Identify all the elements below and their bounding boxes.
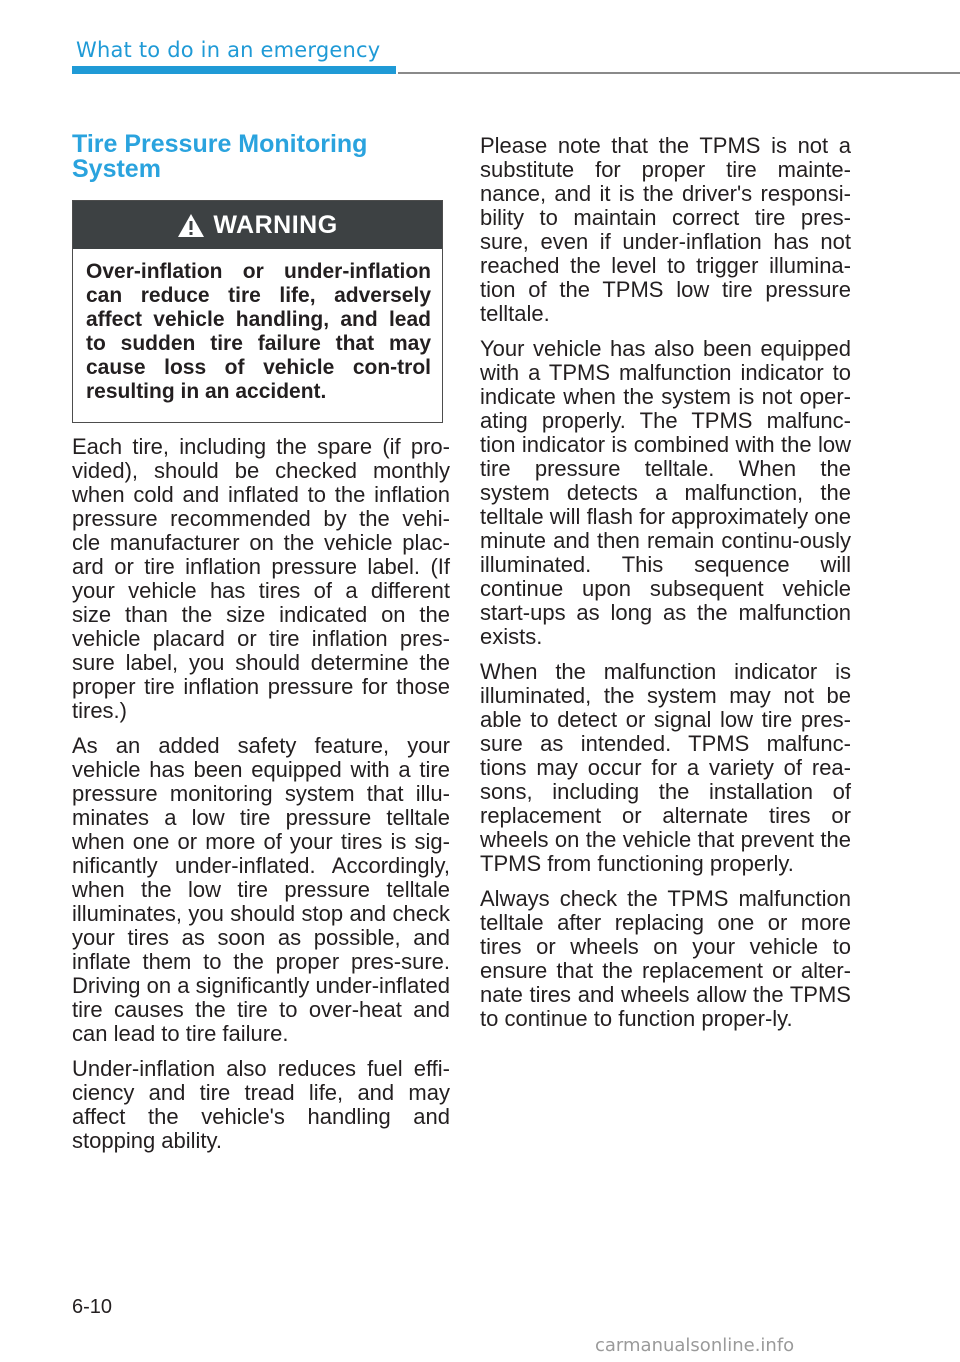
header-accent-bar — [72, 66, 396, 74]
paragraph: As an added safety feature, your vehicle has been equipped with a tire pressure monitoring system that illu-minates a low tire pressure telltale when one or more of your tires is sig-nificantly under-inflated. Accordingly, when the low tire pressure telltale illuminates, you should stop and check your tires as soon as possible, and inflate them to the proper pres-sure. Driving on a significantly under-inflated tire causes the tire to over-heat and can lead to tire failure. — [72, 733, 450, 1046]
warning-label: WARNING — [213, 211, 338, 239]
paragraph: Always check the TPMS malfunction telltale after replacing one or more tires or wheels on your vehicle to ensure that the replacement or alter-nate tires and wheels allow the TPMS to continue to function proper-ly. — [480, 886, 851, 1031]
paragraph: Please note that the TPMS is not a substitute for proper tire mainte-nance, and it is the driver's responsi-bility to maintain correct tire pres-sure, even if under-inflation has not reached the level to trigger illumina-tion of the TPMS low tire pressure telltale. — [480, 133, 851, 326]
page-number: 6-10 — [72, 1296, 113, 1318]
paragraph: Under-inflation also reduces fuel effi-ciency and tire tread life, and may affect the vehicle's handling and stopping ability. — [72, 1056, 450, 1153]
paragraph: Each tire, including the spare (if pro-vided), should be checked monthly when cold and inflated to the inflation pressure recommended by the vehi-cle manufacturer on the vehicle plac-ard or tire inflation pressure label. (If your vehicle has tires of a different size than the size indicated on the vehicle placard or tire inflation pres-sure label, you should determine the proper tire inflation pressure for those tires.) — [72, 434, 450, 723]
warning-triangle-icon — [177, 213, 205, 238]
warning-box — [72, 200, 443, 423]
paragraph: When the malfunction indicator is illuminated, the system may not be able to detect or signal low tire pres-sure as intended. TPMS malfunc-tions may occur for a variety of rea-sons, including the installation of replacement or alternate tires or wheels on the vehicle that prevent the TPMS from functioning properly. — [480, 659, 851, 876]
warning-text: Over-inflation or under-inflation can reduce tire life, adversely affect vehicle handling, and lead to sudden tire failure that may cause loss of vehicle con-trol resulting in an accident. — [86, 260, 431, 403]
paragraph: Your vehicle has also been equipped with a TPMS malfunction indicator to indicate when the system is not oper-ating properly. The TPMS malfunc-tion indicator is combined with the low tire pressure telltale. When the system detects a malfunction, the telltale will flash for approximately one minute and then remain continu-ously illuminated. This sequence will continue upon subsequent vehicle start-ups as long as the malfunction exists. — [480, 336, 851, 649]
section-title: Tire Pressure Monitoring System — [72, 130, 368, 183]
right-column — [480, 134, 851, 1042]
watermark: carmanualsonline.info — [595, 1335, 795, 1356]
left-column — [72, 132, 450, 1164]
header-rule — [398, 72, 960, 74]
warning-header — [73, 201, 442, 249]
header-section-title: What to do in an emergency — [76, 38, 381, 62]
